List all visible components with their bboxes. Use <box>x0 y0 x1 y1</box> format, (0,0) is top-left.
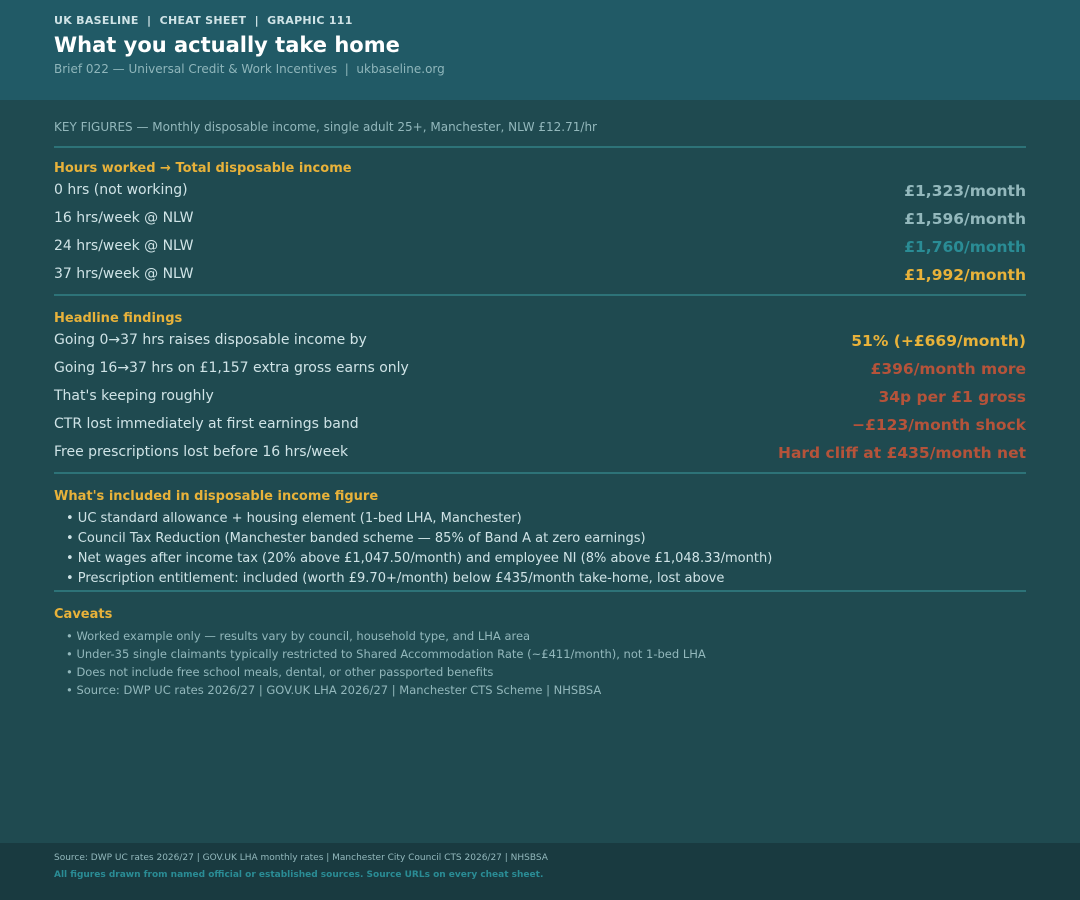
finding-row <box>54 388 1026 416</box>
finding-value: −£123/month shock <box>852 416 1026 434</box>
included-item: • Prescription entitlement: included (worth £9.70+/month) below £435/month take-home, lost above <box>66 571 725 586</box>
footer-source: Source: DWP UC rates 2026/27 | GOV.UK LHA monthly rates | Manchester City Council CTS 2026/27 | NHSBSA <box>54 853 548 863</box>
page-subtitle: Brief 022 — Universal Credit & Work Incentives | ukbaseline.org <box>54 62 445 76</box>
finding-row <box>54 332 1026 360</box>
caveat-item: • Does not include free school meals, dental, or other passported benefits <box>66 665 494 679</box>
finding-label: CTR lost immediately at first earnings band <box>54 416 359 432</box>
hours-row-label: 16 hrs/week @ NLW <box>54 210 194 226</box>
caveat-item: • Source: DWP UC rates 2026/27 | GOV.UK LHA 2026/27 | Manchester CTS Scheme | NHSBSA <box>66 683 602 697</box>
finding-row <box>54 360 1026 388</box>
hours-row-label: 37 hrs/week @ NLW <box>54 266 194 282</box>
hours-row-value: £1,760/month <box>904 238 1026 256</box>
hours-row <box>54 266 1026 294</box>
caveats-section-title: Caveats <box>54 607 113 622</box>
hours-row <box>54 210 1026 238</box>
hours-row-label: 0 hrs (not working) <box>54 182 188 198</box>
finding-value: Hard cliff at £435/month net <box>777 444 1026 462</box>
divider <box>54 472 1026 474</box>
finding-value: 51% (+£669/month) <box>851 332 1026 350</box>
kicker: UK BASELINE | CHEAT SHEET | GRAPHIC 111 <box>54 14 353 27</box>
finding-label: Going 16→37 hrs on £1,157 extra gross earns only <box>54 360 409 376</box>
finding-value: £396/month more <box>870 360 1026 378</box>
page-title: What you actually take home <box>54 33 400 57</box>
finding-value: 34p per £1 gross <box>878 388 1026 406</box>
included-item: • Council Tax Reduction (Manchester banded scheme — 85% of Band A at zero earnings) <box>66 531 646 546</box>
divider <box>54 294 1026 296</box>
footer <box>0 843 1080 900</box>
footer-note: All figures drawn from named official or established sources. Source URLs on every cheat sheet. <box>54 870 544 880</box>
key-figures-line: KEY FIGURES — Monthly disposable income, single adult 25+, Manchester, NLW £12.71/hr <box>54 120 597 134</box>
hours-section-title: Hours worked → Total disposable income <box>54 161 352 176</box>
findings-section-title: Headline findings <box>54 311 183 326</box>
hours-row <box>54 238 1026 266</box>
hours-row-value: £1,992/month <box>904 266 1026 284</box>
finding-row <box>54 416 1026 444</box>
header-band <box>0 0 1080 100</box>
included-item: • Net wages after income tax (20% above £1,047.50/month) and employee NI (8% above £1,048.33/month) <box>66 551 773 566</box>
hours-row-value: £1,596/month <box>904 210 1026 228</box>
caveat-item: • Under-35 single claimants typically restricted to Shared Accommodation Rate (~£411/month), not 1-bed LHA <box>66 647 706 661</box>
hours-row <box>54 182 1026 210</box>
finding-row <box>54 444 1026 472</box>
hours-row-value: £1,323/month <box>904 182 1026 200</box>
included-item: • UC standard allowance + housing element (1-bed LHA, Manchester) <box>66 511 522 526</box>
divider <box>54 146 1026 148</box>
caveat-item: • Worked example only — results vary by council, household type, and LHA area <box>66 629 531 643</box>
finding-label: That's keeping roughly <box>54 388 214 404</box>
hours-row-label: 24 hrs/week @ NLW <box>54 238 194 254</box>
divider <box>54 590 1026 592</box>
finding-label: Free prescriptions lost before 16 hrs/week <box>54 444 349 460</box>
included-section-title: What's included in disposable income figure <box>54 489 379 504</box>
finding-label: Going 0→37 hrs raises disposable income by <box>54 332 367 348</box>
